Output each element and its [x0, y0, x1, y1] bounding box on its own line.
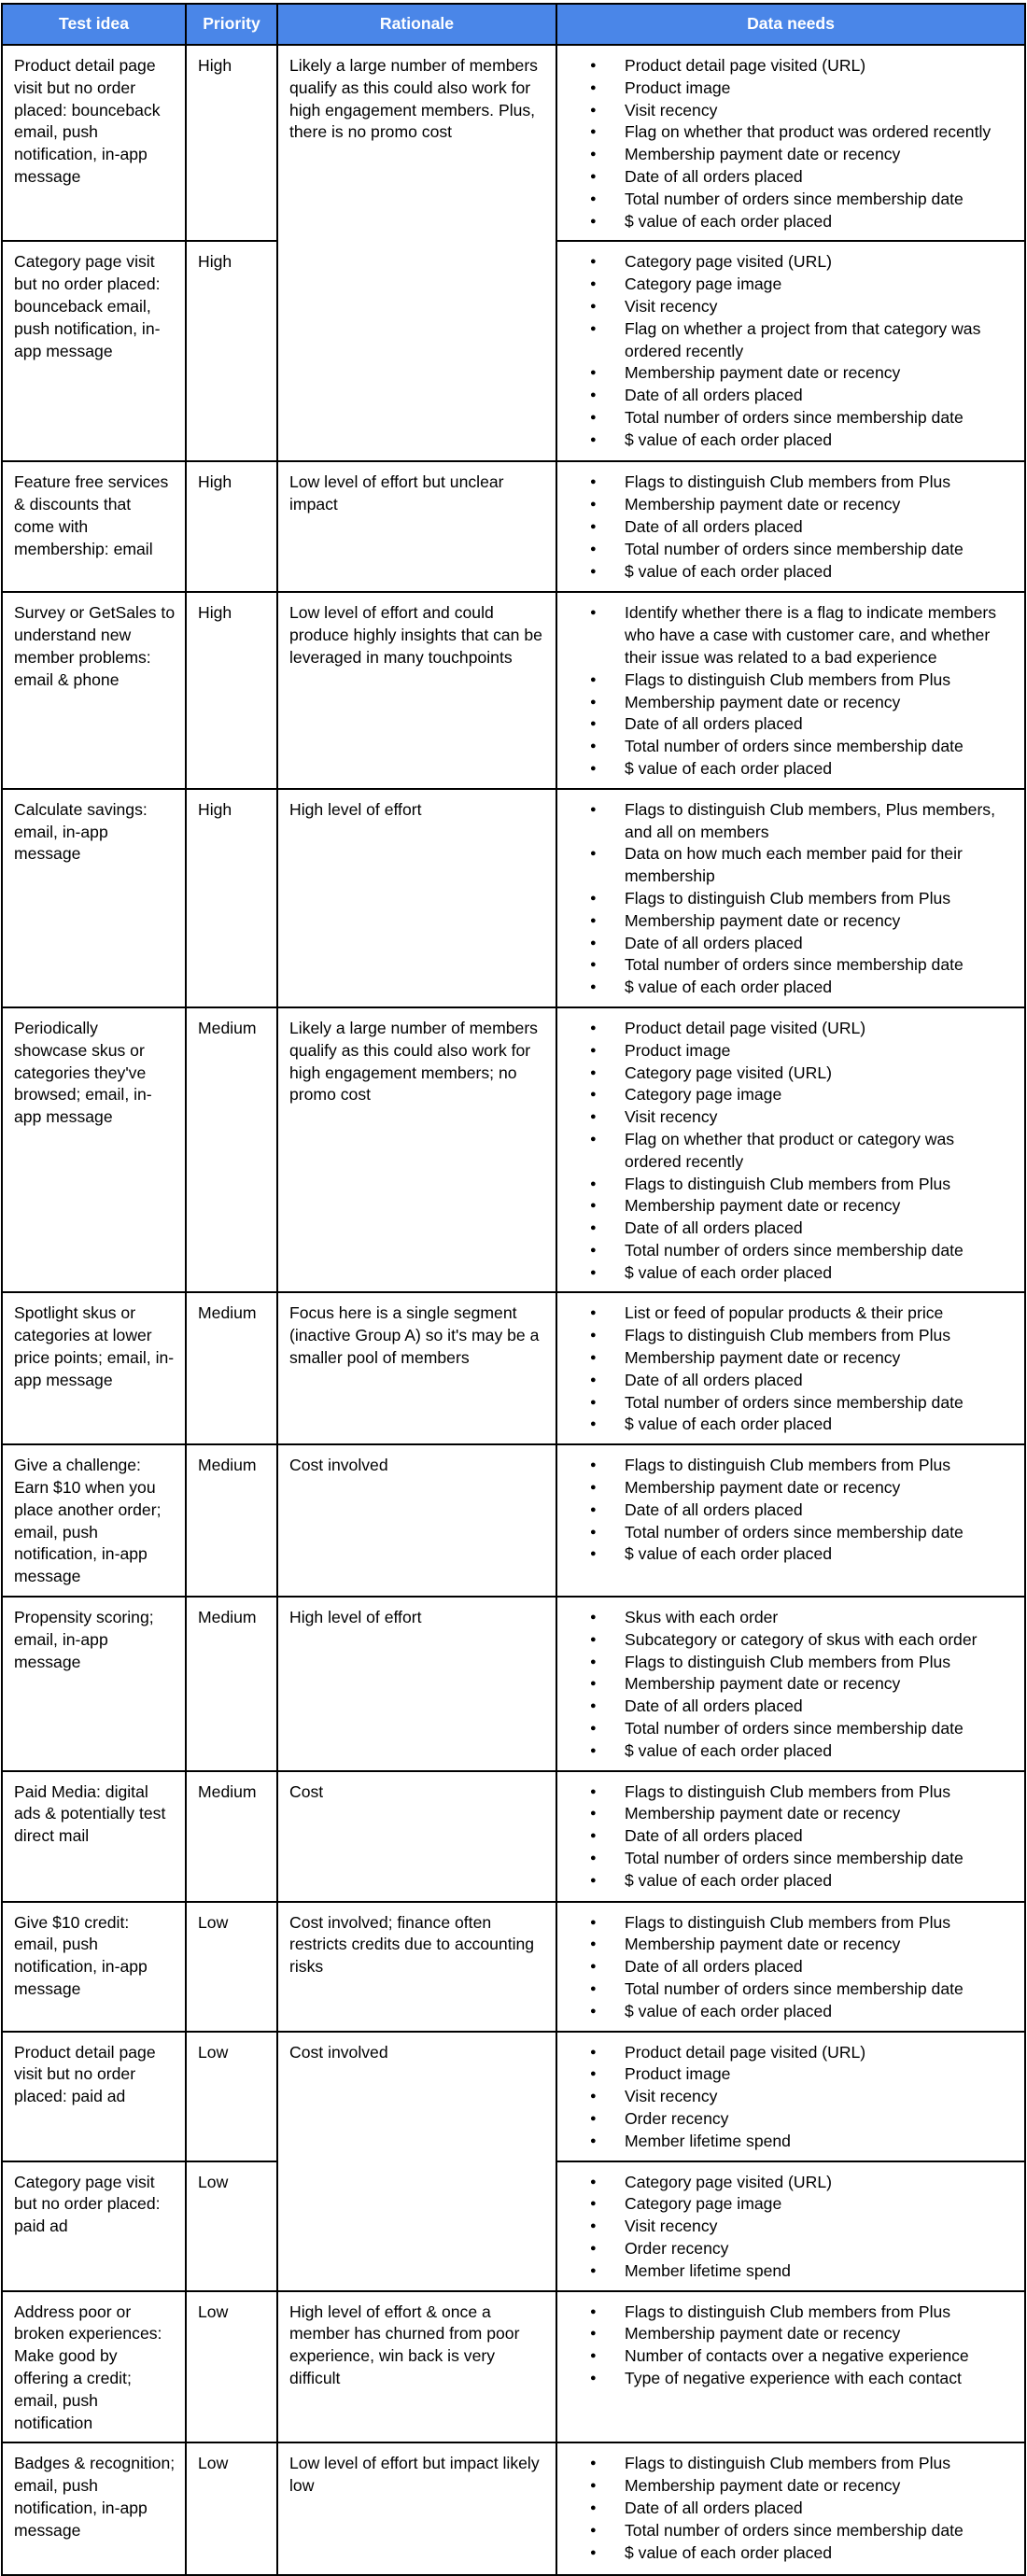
rationale-cell: Low level of effort but impact likely low: [277, 2442, 556, 2575]
data-need-item: ● Product image: [569, 1040, 1015, 1063]
table-row: [2, 2291, 1025, 2443]
table-row: [2, 789, 1025, 1007]
rationale-cell: High level of effort: [277, 789, 556, 1007]
data-need-item: ● Membership payment date or recency: [569, 692, 1015, 714]
rationale-cell: High level of effort & once a member has churned from poor experience, win back is very difficult: [277, 2291, 556, 2443]
test-idea-cell: Product detail page visit but no order placed: paid ad: [2, 2032, 186, 2161]
test-idea-cell: Give $10 credit: email, push notification, in-app message: [2, 1902, 186, 2032]
data-need-item: ● Membership payment date or recency: [569, 1347, 1015, 1370]
data-need-item: ● $ value of each order placed: [569, 1414, 1015, 1436]
data-need-item: ● Category page image: [569, 274, 1015, 296]
data-need-item: ● Date of all orders placed: [569, 1696, 1015, 1718]
rationale-cell: Focus here is a single segment (inactive Group A) so it's may be a smaller pool of members: [277, 1292, 556, 1444]
data-needs-list: [569, 2453, 1015, 2564]
data-need-item: ● $ value of each order placed: [569, 2001, 1015, 2023]
priority-cell: Medium: [186, 1771, 277, 1902]
rationale-cell: Low level of effort and could produce highly insights that can be leveraged in many touchpoints: [277, 592, 556, 788]
data-need-item: ● Flags to distinguish Club members from Plus: [569, 1174, 1015, 1196]
data-need-item: ● Member lifetime spend: [569, 2260, 1015, 2283]
priority-cell: Low: [186, 2291, 277, 2443]
table-row: [2, 2442, 1025, 2575]
rationale-cell: Cost involved: [277, 2032, 556, 2291]
data-needs-cell: [556, 241, 1025, 461]
data-need-item: ● Date of all orders placed: [569, 713, 1015, 736]
data-need-item: ● Total number of orders since membership date: [569, 539, 1015, 561]
data-needs-list: [569, 602, 1015, 780]
table-body: [2, 45, 1025, 2575]
data-need-item: ● Membership payment date or recency: [569, 362, 1015, 385]
priority-cell: High: [186, 461, 277, 592]
test-idea-cell: Category page visit but no order placed: bounceback email, push notification, in-app message: [2, 241, 186, 461]
data-needs-cell: [556, 1007, 1025, 1293]
data-need-item: ● Identify whether there is a flag to indicate members who have a case with customer care, and whether their issue was related to a bad experience: [569, 602, 1015, 669]
data-need-item: ● Membership payment date or recency: [569, 2475, 1015, 2498]
data-need-item: ● Flags to distinguish Club members from Plus: [569, 472, 1015, 494]
rationale-cell: Low level of effort but unclear impact: [277, 461, 556, 592]
data-needs-list: [569, 1912, 1015, 2023]
data-need-item: ● Product image: [569, 2063, 1015, 2086]
data-need-item: ● Data on how much each member paid for their membership: [569, 843, 1015, 888]
data-need-item: ● $ value of each order placed: [569, 2542, 1015, 2565]
test-idea-cell: Address poor or broken experiences: Make good by offering a credit; email, push notification: [2, 2291, 186, 2443]
priority-cell: Medium: [186, 1292, 277, 1444]
data-need-item: ● Flags to distinguish Club members from Plus: [569, 1912, 1015, 1935]
table-row: [2, 1007, 1025, 1293]
data-need-item: ● Flags to distinguish Club members from Plus: [569, 669, 1015, 692]
data-needs-list: [569, 799, 1015, 999]
data-need-item: ● Visit recency: [569, 1106, 1015, 1129]
data-need-item: ● $ value of each order placed: [569, 561, 1015, 584]
data-need-item: ● Product detail page visited (URL): [569, 2042, 1015, 2064]
data-needs-cell: [556, 1444, 1025, 1597]
data-need-item: ● Number of contacts over a negative experience: [569, 2345, 1015, 2368]
data-need-item: ● Flags to distinguish Club members from Plus: [569, 2453, 1015, 2475]
rationale-cell: Likely a large number of members qualify as this could also work for high engagement members. Plus, there is no promo cost: [277, 45, 556, 461]
priority-cell: Low: [186, 2442, 277, 2575]
test-idea-cell: Category page visit but no order placed: paid ad: [2, 2161, 186, 2291]
data-need-item: ● $ value of each order placed: [569, 758, 1015, 781]
table-row: [2, 2032, 1025, 2161]
data-need-item: ● Membership payment date or recency: [569, 1803, 1015, 1825]
data-need-item: ● Visit recency: [569, 2086, 1015, 2108]
priority-cell: Medium: [186, 1597, 277, 1771]
data-need-item: ● Skus with each order: [569, 1607, 1015, 1629]
table-row: [2, 45, 1025, 241]
priority-cell: Low: [186, 1902, 277, 2032]
table-row: [2, 592, 1025, 788]
data-need-item: ● Date of all orders placed: [569, 1499, 1015, 1522]
data-need-item: ● Total number of orders since membership date: [569, 189, 1015, 211]
table-row: [2, 1597, 1025, 1771]
data-need-item: ● Total number of orders since membership date: [569, 1718, 1015, 1740]
data-needs-cell: [556, 592, 1025, 788]
data-need-item: ● Total number of orders since membership date: [569, 736, 1015, 758]
data-need-item: ● Product image: [569, 77, 1015, 100]
data-need-item: ● Date of all orders placed: [569, 933, 1015, 955]
data-need-item: ● $ value of each order placed: [569, 977, 1015, 999]
data-need-item: ● Total number of orders since membership date: [569, 2520, 1015, 2542]
test-idea-cell: Feature free services & discounts that come with membership: email: [2, 461, 186, 592]
data-need-item: ● Total number of orders since membership date: [569, 1522, 1015, 1544]
data-needs-cell: [556, 1902, 1025, 2032]
data-need-item: ● Flag on whether that product was ordered recently: [569, 121, 1015, 144]
data-need-item: ● Flags to distinguish Club members from Plus: [569, 1652, 1015, 1674]
data-need-item: ● Category page visited (URL): [569, 1063, 1015, 1085]
test-ideas-table: [1, 3, 1026, 2576]
data-needs-cell: [556, 1771, 1025, 1902]
data-needs-cell: [556, 2161, 1025, 2291]
data-need-item: ● Total number of orders since membership date: [569, 1392, 1015, 1415]
data-need-item: ● Total number of orders since membership date: [569, 1848, 1015, 1870]
data-need-item: ● Member lifetime spend: [569, 2131, 1015, 2153]
data-need-item: ● $ value of each order placed: [569, 1740, 1015, 1763]
header-test-idea: Test idea: [2, 4, 186, 45]
priority-cell: Low: [186, 2032, 277, 2161]
rationale-cell: High level of effort: [277, 1597, 556, 1771]
data-needs-list: [569, 1302, 1015, 1436]
data-need-item: ● $ value of each order placed: [569, 429, 1015, 452]
data-needs-cell: [556, 1292, 1025, 1444]
data-need-item: ● Date of all orders placed: [569, 1956, 1015, 1978]
data-needs-cell: [556, 461, 1025, 592]
data-need-item: ● Product detail page visited (URL): [569, 55, 1015, 77]
data-need-item: ● Date of all orders placed: [569, 166, 1015, 189]
data-need-item: ● Membership payment date or recency: [569, 1195, 1015, 1218]
test-idea-cell: Propensity scoring; email, in-app message: [2, 1597, 186, 1771]
data-needs-cell: [556, 2291, 1025, 2443]
data-need-item: ● Total number of orders since membership date: [569, 1240, 1015, 1262]
priority-cell: Low: [186, 2161, 277, 2291]
data-need-item: ● Membership payment date or recency: [569, 1477, 1015, 1499]
data-need-item: ● $ value of each order placed: [569, 1543, 1015, 1566]
data-needs-cell: [556, 789, 1025, 1007]
data-needs-cell: [556, 45, 1025, 241]
rationale-cell: Cost: [277, 1771, 556, 1902]
data-need-item: ● Flags to distinguish Club members from Plus: [569, 2302, 1015, 2324]
data-needs-list: [569, 251, 1015, 451]
priority-cell: Medium: [186, 1007, 277, 1293]
table-row: [2, 1444, 1025, 1597]
data-needs-cell: [556, 2032, 1025, 2161]
data-need-item: ● Flags to distinguish Club members from Plus: [569, 1781, 1015, 1804]
data-needs-list: [569, 2302, 1015, 2390]
table-row: [2, 1902, 1025, 2032]
data-needs-cell: [556, 1597, 1025, 1771]
data-need-item: ● Date of all orders placed: [569, 1825, 1015, 1848]
data-needs-list: [569, 1781, 1015, 1893]
data-need-item: ● Category page image: [569, 1084, 1015, 1106]
data-needs-list: [569, 55, 1015, 232]
data-need-item: ● Flag on whether a project from that category was ordered recently: [569, 318, 1015, 363]
data-need-item: ● Date of all orders placed: [569, 2498, 1015, 2520]
data-need-item: ● Flags to distinguish Club members from Plus: [569, 1325, 1015, 1347]
data-need-item: ● $ value of each order placed: [569, 211, 1015, 233]
data-need-item: ● Visit recency: [569, 100, 1015, 122]
data-need-item: ● Membership payment date or recency: [569, 2323, 1015, 2345]
test-idea-cell: Badges & recognition; email, push notification, in-app message: [2, 2442, 186, 2575]
test-idea-cell: Calculate savings: email, in-app message: [2, 789, 186, 1007]
table-row: [2, 1292, 1025, 1444]
data-need-item: ● $ value of each order placed: [569, 1870, 1015, 1893]
data-need-item: ● Flags to distinguish Club members from Plus: [569, 888, 1015, 910]
priority-cell: High: [186, 241, 277, 461]
data-need-item: ● Membership payment date or recency: [569, 1673, 1015, 1696]
data-needs-list: [569, 1455, 1015, 1566]
data-need-item: ● Flags to distinguish Club members, Plus members, and all on members: [569, 799, 1015, 844]
data-need-item: ● Category page image: [569, 2193, 1015, 2216]
rationale-cell: Cost involved: [277, 1444, 556, 1597]
data-need-item: ● Visit recency: [569, 296, 1015, 318]
data-needs-list: [569, 1018, 1015, 1285]
data-need-item: ● Membership payment date or recency: [569, 1934, 1015, 1956]
data-needs-list: [569, 2042, 1015, 2153]
data-need-item: ● Date of all orders placed: [569, 516, 1015, 539]
data-need-item: ● Category page visited (URL): [569, 2172, 1015, 2194]
priority-cell: High: [186, 789, 277, 1007]
data-need-item: ● Category page visited (URL): [569, 251, 1015, 274]
test-idea-cell: Give a challenge: Earn $10 when you place another order; email, push notification, in-app message: [2, 1444, 186, 1597]
data-need-item: ● Membership payment date or recency: [569, 494, 1015, 516]
data-needs-list: [569, 472, 1015, 583]
rationale-cell: Likely a large number of members qualify as this could also work for high engagement members; no promo cost: [277, 1007, 556, 1293]
header-priority: Priority: [186, 4, 277, 45]
data-need-item: ● Visit recency: [569, 2216, 1015, 2238]
data-need-item: ● Total number of orders since membership date: [569, 1978, 1015, 2001]
data-need-item: ● List or feed of popular products & their price: [569, 1302, 1015, 1325]
header-rationale: Rationale: [277, 4, 556, 45]
data-need-item: ● Product detail page visited (URL): [569, 1018, 1015, 1040]
priority-cell: Medium: [186, 1444, 277, 1597]
data-needs-cell: [556, 2442, 1025, 2575]
test-idea-cell: Spotlight skus or categories at lower price points; email, in-app message: [2, 1292, 186, 1444]
test-idea-cell: Survey or GetSales to understand new member problems: email & phone: [2, 592, 186, 788]
data-needs-list: [569, 2172, 1015, 2283]
test-idea-cell: Paid Media: digital ads & potentially test direct mail: [2, 1771, 186, 1902]
header-row: [2, 4, 1025, 45]
data-need-item: ● Membership payment date or recency: [569, 144, 1015, 166]
data-need-item: ● Flags to distinguish Club members from Plus: [569, 1455, 1015, 1477]
data-need-item: ● Membership payment date or recency: [569, 910, 1015, 933]
table-row: [2, 461, 1025, 592]
data-need-item: ● Order recency: [569, 2108, 1015, 2131]
data-need-item: ● Subcategory or category of skus with each order: [569, 1629, 1015, 1652]
data-need-item: ● Total number of orders since membership date: [569, 407, 1015, 429]
priority-cell: High: [186, 592, 277, 788]
test-idea-cell: Product detail page visit but no order placed: bounceback email, push notification, in-app message: [2, 45, 186, 241]
data-need-item: ● Order recency: [569, 2238, 1015, 2260]
data-need-item: ● Date of all orders placed: [569, 385, 1015, 407]
data-need-item: ● $ value of each order placed: [569, 1262, 1015, 1285]
header-data-needs: Data needs: [556, 4, 1025, 45]
data-need-item: ● Flag on whether that product or category was ordered recently: [569, 1129, 1015, 1174]
data-need-item: ● Date of all orders placed: [569, 1370, 1015, 1392]
data-needs-list: [569, 1607, 1015, 1763]
rationale-cell: Cost involved; finance often restricts credits due to accounting risks: [277, 1902, 556, 2032]
priority-cell: High: [186, 45, 277, 241]
table-row: [2, 1771, 1025, 1902]
data-need-item: ● Type of negative experience with each contact: [569, 2368, 1015, 2390]
data-need-item: ● Date of all orders placed: [569, 1218, 1015, 1240]
test-idea-cell: Periodically showcase skus or categories they've browsed; email, in-app message: [2, 1007, 186, 1293]
data-need-item: ● Total number of orders since membership date: [569, 954, 1015, 977]
